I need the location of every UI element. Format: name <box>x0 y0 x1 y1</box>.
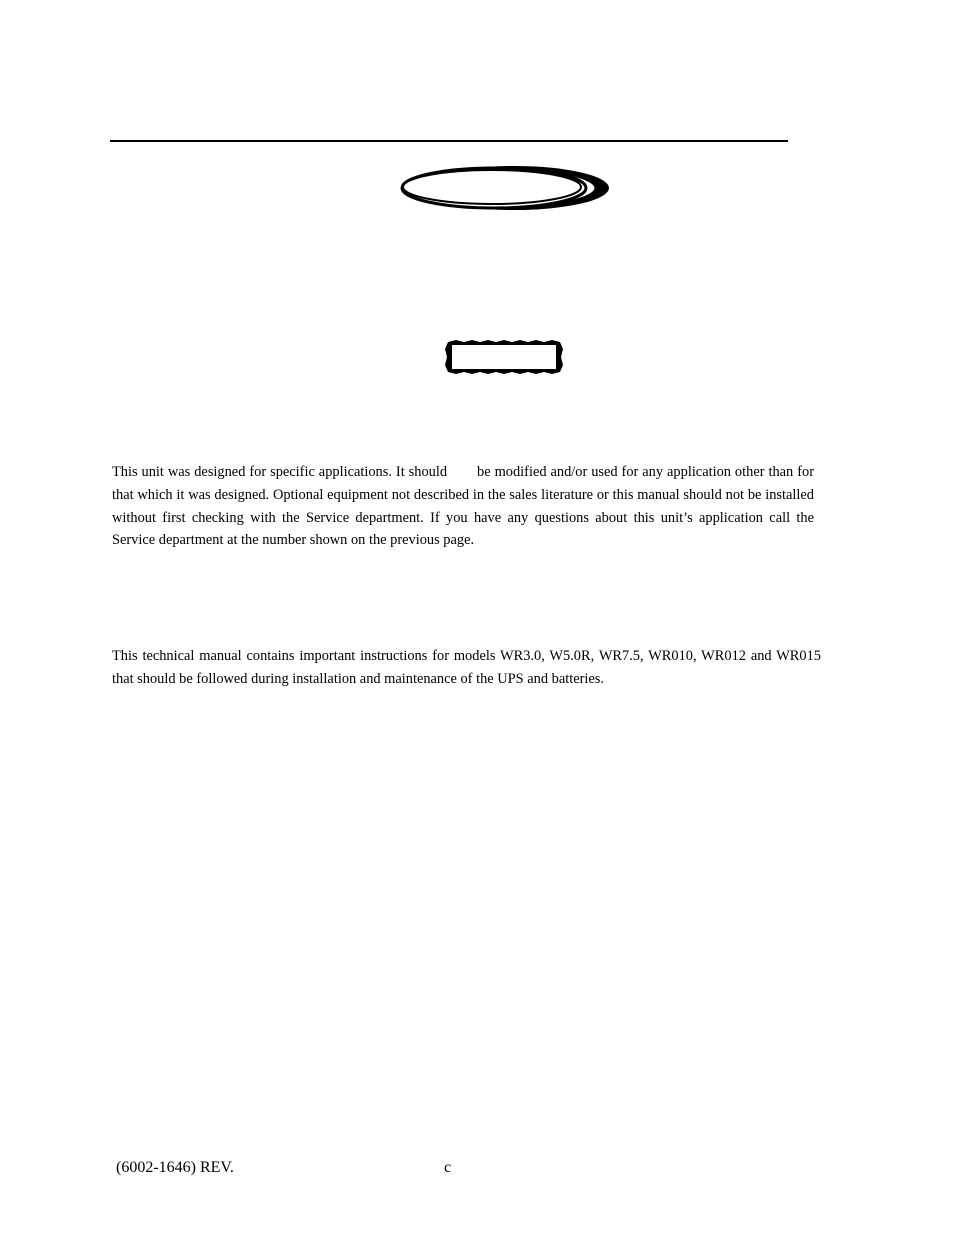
manual-scope-paragraph: This technical manual contains important instructions for models WR3.0, W5.0R, WR7.5, WR010, WR012 and WR015 that should be followed during installation and maintenance of the UPS and batteries. <box>112 648 821 687</box>
application-notice-text-b: be modified and/or used for any application other than for that which it was designed. Optional equipment not described in the sales literature or this manual should not be installed without first checking with the Service department. If you have any questions about this unit’s application call the Service department at the number shown on the previous page. <box>112 464 814 549</box>
oval-banner-emblem <box>396 160 614 216</box>
application-notice-paragraph <box>112 461 814 552</box>
application-notice-text-a: This unit was designed for specific applications. It should <box>112 464 448 480</box>
footer-page-mark: c <box>444 1159 452 1176</box>
top-horizontal-rule <box>110 140 788 142</box>
footer-document-number: (6002-1646) REV. <box>116 1159 234 1176</box>
scalloped-banner-emblem <box>440 336 568 378</box>
